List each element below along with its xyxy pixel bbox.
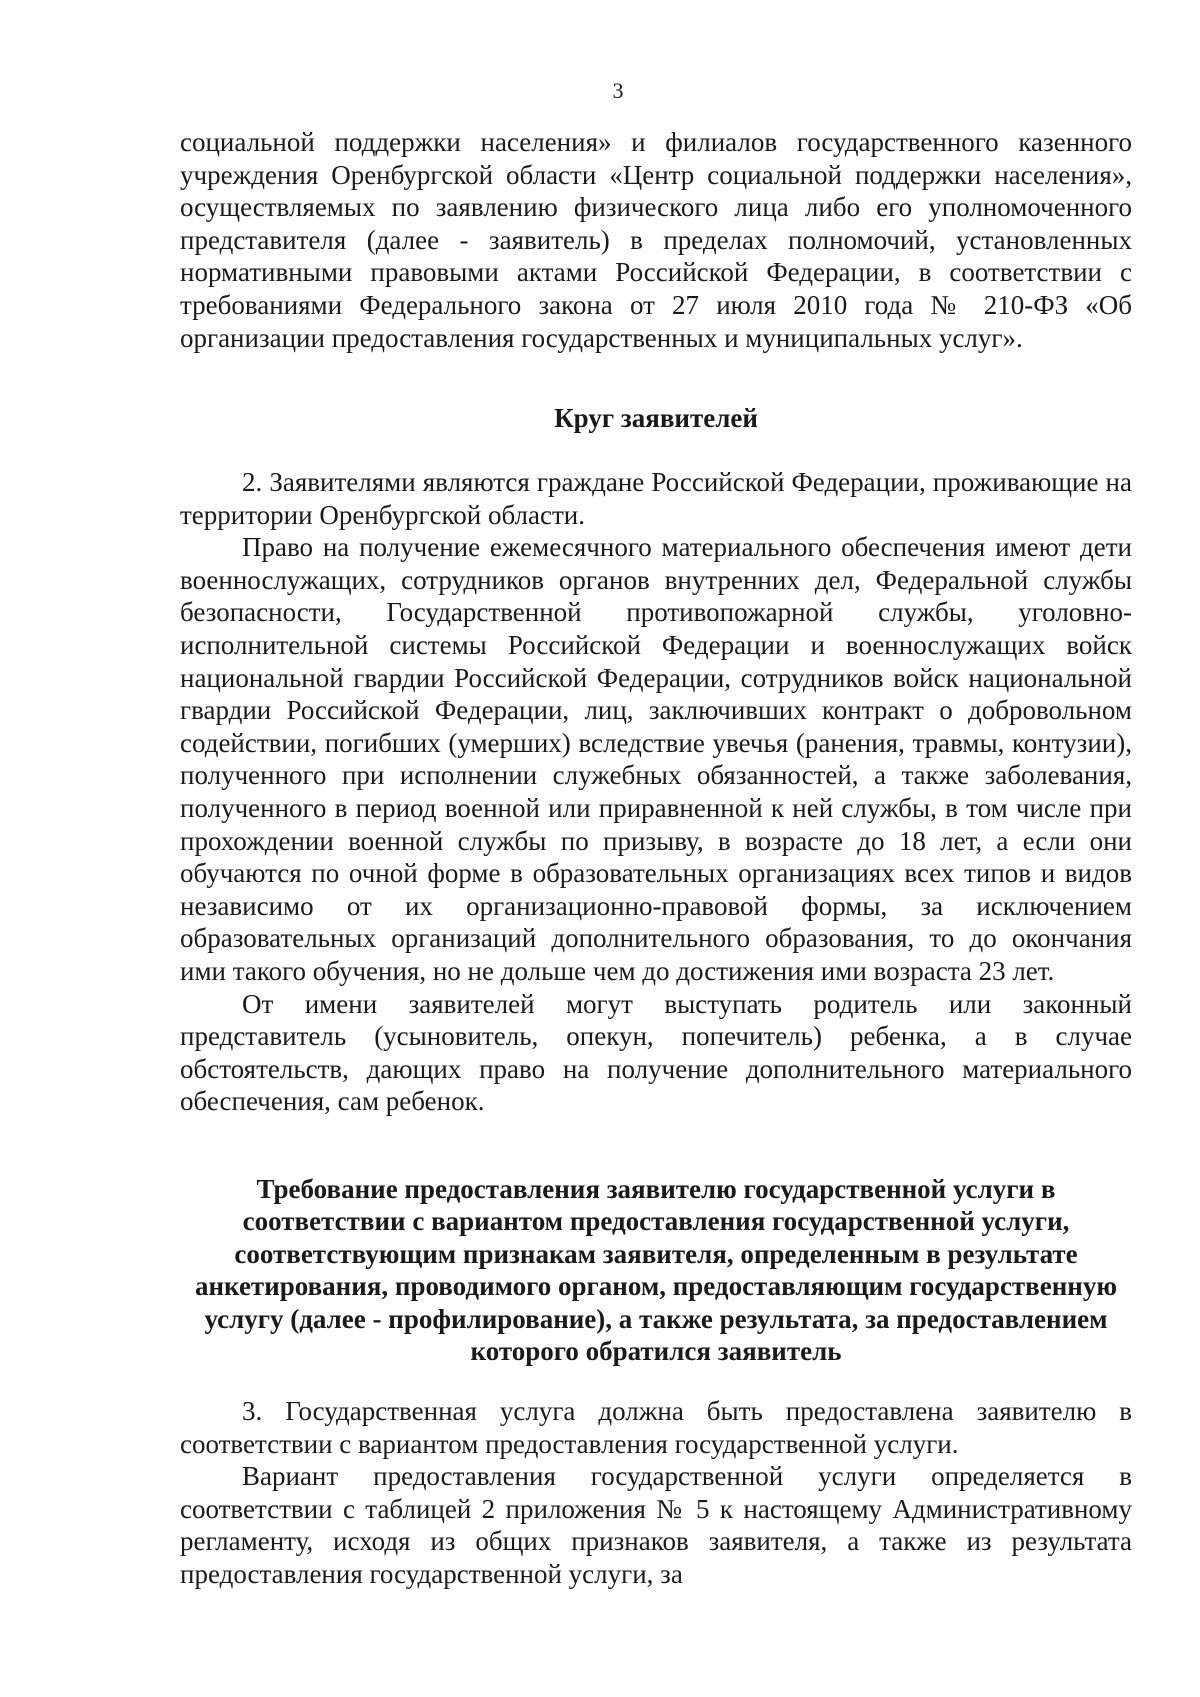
section-heading-applicants: Круг заявителей (554, 403, 758, 433)
paragraph-applicants-3: От имени заявителей могут выступать родитель или законный представитель (усыновитель, опекун, попечитель) ребенка, а в случае обстоятельств, дающих право на получение дополнительного материального обеспечения, сам ребенок. (180, 988, 1132, 1117)
intro-paragraph: социальной поддержки населения» и филиалов государственного казенного учреждения Оренбургской области «Центр социальной поддержки населения», осуществляемых по заявлению физического лица либо его уполномоченного представителя (далее - заявитель) в пределах полномочий, установленных нормативными правовыми актами Российской Федерации, в соответствии с требованиями Федерального закона от 27 июля 2010 года № 210-ФЗ «Об организации предоставления государственных и муниципальных услуг». (180, 127, 1132, 353)
section-applicants-body (180, 466, 1132, 1118)
paragraph-applicants-2: Право на получение ежемесячного материального обеспечения имеют дети военнослужащих, сотрудников органов внутренних дел, Федеральной службы безопасности, Государственной противопожарной службы, уголовно-исполнительной системы Российской Федерации и военнослужащих войск национальной гвардии Российской Федерации, сотрудников войск национальной гвардии Российской Федерации, лиц, заключивших контракт о добровольном содействии, погибших (умерших) вследствие увечья (ранения, травмы, контузии), полученного при исполнении служебных обязанностей, а также заболевания, полученного в период военной или приравненной к ней службы, в том числе при прохождении военной службы по призыву, в возрасте до 18 лет, а если они обучаются по очной форме в образовательных организациях всех типов и видов независимо от их организационно-правовой формы, за исключением образовательных организаций дополнительного образования, то до окончания ими такого обучения, но не дольше чем до достижения ими возраста 23 лет. (180, 532, 1132, 986)
page-number: 3 (612, 78, 624, 103)
section-heading-variant: Требование предоставления заявителю государственной услуги в соответствии с вариантом предоставления государственной услуги, соответствующим признакам заявителя, определенным в результате анкетирования, проводимого органом, предоставляющим государственную услугу (далее - профилирование), а также результата, за предоставлением которого обратился заявитель (195, 1174, 1117, 1367)
intro-block (180, 126, 1132, 354)
section-variant-body (180, 1395, 1132, 1591)
paragraph-applicants-1: 2. Заявителями являются граждане Российской Федерации, проживающие на территории Оренбургской области. (180, 467, 1132, 530)
paragraph-variant-1: 3. Государственная услуга должна быть предоставлена заявителю в соответствии с вариантом предоставления государственной услуги. (180, 1396, 1132, 1459)
paragraph-variant-2: Вариант предоставления государственной услуги определяется в соответствии с таблицей 2 приложения № 5 к настоящему Административному регламенту, исходя из общих признаков заявителя, а также из результата предоставления государственной услуги, за (180, 1461, 1132, 1589)
